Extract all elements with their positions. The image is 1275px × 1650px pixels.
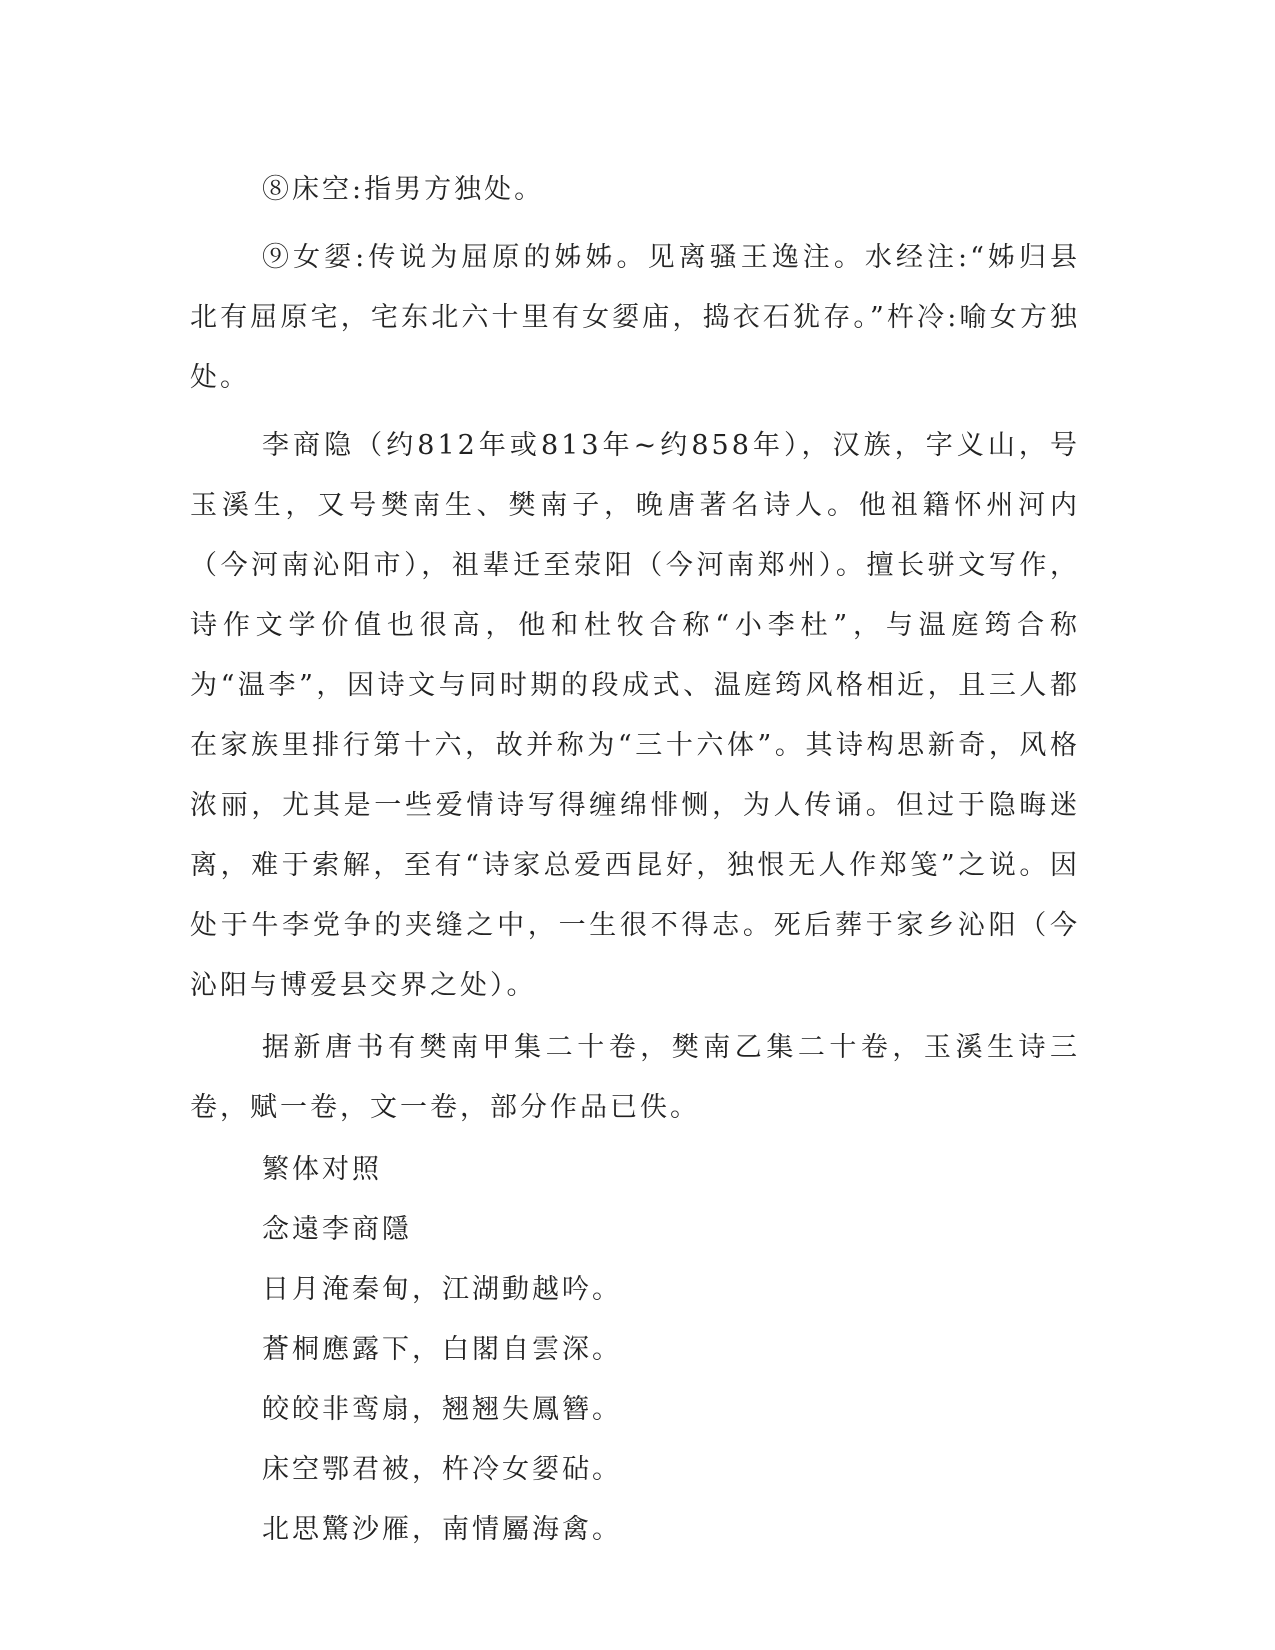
works-paragraph: 据新唐书有樊南甲集二十卷，樊南乙集二十卷，玉溪生诗三卷，赋一卷，文一卷，部分作品已佚。 [190,1032,1080,1123]
poem-title: 念遠李商隱 [262,1214,412,1245]
poem-line: 床空鄂君被，杵冷女媭砧。 [262,1454,622,1485]
poem-line: 日月淹秦甸，江湖動越吟。 [262,1274,622,1305]
poem-line: 北思驚沙雁，南情屬海禽。 [262,1514,622,1545]
footnote-8: ⑧床空:指男方独处。 [262,174,545,205]
poem-line: 蒼桐應露下，白閣自雲深。 [262,1334,622,1365]
traditional-heading: 繁体对照 [262,1154,382,1185]
footnote-9: ⑨女媭:传说为屈原的姊姊。见离骚王逸注。水经注:“姊归县北有屈原宅，宅东北六十里有女媭庙，捣衣石犹存。”杵冷:喻女方独处。 [190,242,1080,393]
page-content [190,160,1080,1560]
poem-line: 皎皎非鸾扇，翘翘失鳳簪。 [262,1394,622,1425]
biography-paragraph: 李商隐（约812年或813年~约858年），汉族，字义山，号玉溪生，又号樊南生、樊南子，晚唐著名诗人。他祖籍怀州河内（今河南沁阳市），祖辈迁至荥阳（今河南郑州）。擅长骈文写作，诗作文学价值也很高，他和杜牧合称“小李杜”，与温庭筠合称为“温李”，因诗文与同时期的段成式、温庭筠风格相近，且三人都在家族里排行第十六，故并称为“三十六体”。其诗构思新奇，风格浓丽，尤其是一些爱情诗写得缠绵悱恻，为人传诵。但过于隐晦迷离，难于索解，至有“诗家总爱西昆好，独恨无人作郑笺”之说。因处于牛李党争的夹缝之中，一生很不得志。死后葬于家乡沁阳（今沁阳与博爱县交界之处）。 [190,430,1080,1001]
